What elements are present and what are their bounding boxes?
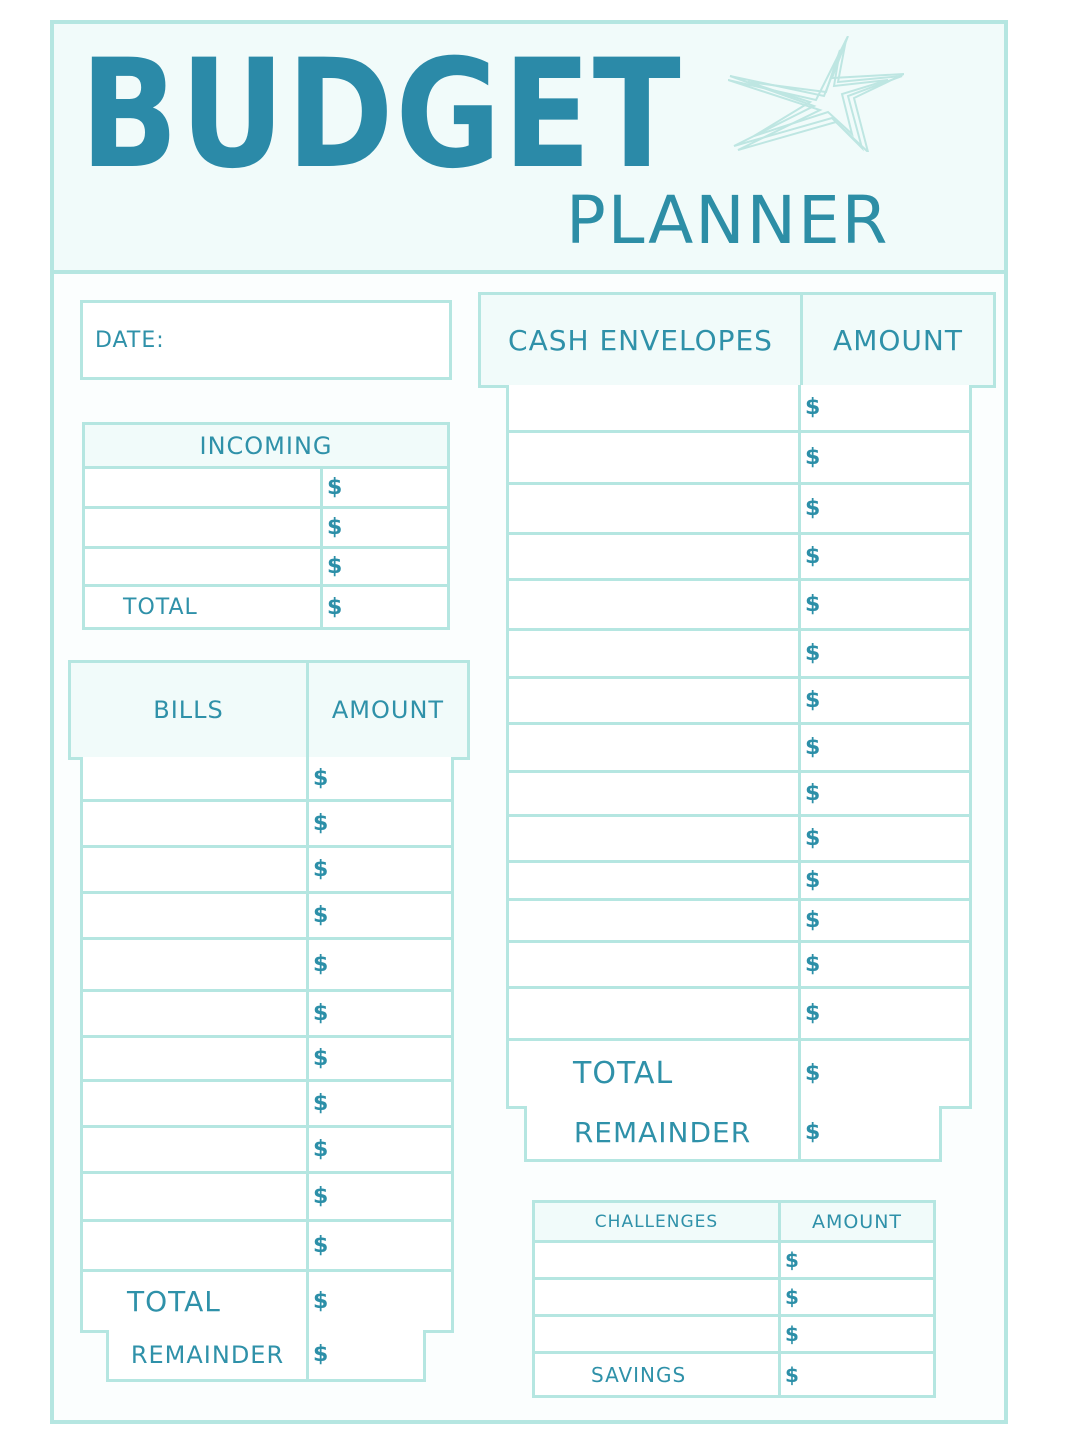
cash-envelopes-header	[478, 292, 996, 388]
dollar-sign: $	[805, 688, 821, 713]
date-label: DATE:	[95, 327, 165, 353]
table-row[interactable]	[83, 757, 451, 802]
incoming-total-label: TOTAL	[123, 594, 198, 620]
dollar-sign: $	[805, 908, 821, 933]
dollar-sign: $	[805, 781, 821, 806]
dollar-sign: $	[805, 641, 821, 666]
challenges-table	[532, 1200, 936, 1398]
dollar-sign: $	[313, 1288, 329, 1314]
dollar-sign: $	[327, 594, 343, 620]
dollar-sign: $	[313, 1184, 329, 1209]
dollar-sign: $	[313, 1137, 329, 1162]
incoming-header	[85, 425, 447, 469]
table-row[interactable]	[509, 989, 969, 1041]
dollar-sign: $	[785, 1322, 799, 1346]
dollar-sign: $	[805, 868, 821, 893]
dollar-sign: $	[805, 1120, 821, 1145]
bills-table	[80, 757, 454, 1333]
table-row[interactable]	[509, 863, 969, 901]
table-row[interactable]	[509, 679, 969, 725]
dollar-sign: $	[805, 952, 821, 977]
dollar-sign: $	[805, 1001, 821, 1026]
table-row[interactable]	[535, 1280, 933, 1317]
cash-envelopes-remainder-row[interactable]	[524, 1106, 942, 1162]
cash-envelopes-total-row[interactable]	[509, 1041, 969, 1106]
dollar-sign: $	[805, 395, 821, 420]
dollar-sign: $	[313, 1233, 329, 1258]
dollar-sign: $	[313, 952, 329, 977]
dollar-sign: $	[785, 1248, 799, 1272]
table-row[interactable]	[509, 535, 969, 581]
table-row[interactable]	[509, 581, 969, 631]
table-row[interactable]	[509, 725, 969, 773]
table-row[interactable]	[85, 549, 447, 587]
table-row[interactable]	[83, 940, 451, 992]
table-row[interactable]	[509, 943, 969, 989]
table-row[interactable]	[83, 1038, 451, 1082]
bills-remainder-label: REMAINDER	[130, 1340, 285, 1369]
table-row[interactable]	[509, 631, 969, 679]
dollar-sign: $	[313, 857, 329, 882]
dollar-sign: $	[805, 496, 821, 521]
bills-total-row[interactable]	[83, 1272, 451, 1330]
dollar-sign: $	[805, 592, 821, 617]
dollar-sign: $	[805, 826, 821, 851]
table-row[interactable]	[83, 1174, 451, 1222]
cash-envelopes-table	[506, 385, 972, 1109]
page-subtitle: PLANNER	[566, 182, 890, 259]
bills-amount-header: AMOUNT	[331, 696, 445, 724]
savings-row[interactable]	[535, 1354, 933, 1395]
cash-envelopes-header-label: CASH ENVELOPES	[508, 323, 773, 357]
bills-header	[68, 660, 470, 760]
dollar-sign: $	[313, 765, 329, 791]
bills-remainder-row[interactable]	[106, 1330, 426, 1382]
dollar-sign: $	[313, 1046, 329, 1071]
dollar-sign: $	[785, 1285, 799, 1309]
table-row[interactable]	[83, 1128, 451, 1174]
challenges-header-label: CHALLENGES	[594, 1211, 719, 1232]
table-row[interactable]	[509, 901, 969, 943]
table-row[interactable]	[83, 992, 451, 1038]
table-row[interactable]	[535, 1317, 933, 1354]
dollar-sign: $	[313, 811, 329, 836]
dollar-sign: $	[313, 1001, 329, 1026]
table-row[interactable]	[535, 1243, 933, 1280]
table-row[interactable]	[509, 385, 969, 433]
table-row[interactable]	[509, 773, 969, 817]
dollar-sign: $	[313, 1342, 329, 1367]
table-row[interactable]	[85, 469, 447, 509]
page-title: BUDGET	[80, 28, 683, 202]
savings-label: SAVINGS	[591, 1362, 687, 1387]
table-row[interactable]	[83, 802, 451, 848]
incoming-table	[82, 422, 450, 630]
table-row[interactable]	[83, 894, 451, 940]
table-row[interactable]	[509, 433, 969, 485]
table-row[interactable]	[83, 848, 451, 894]
dollar-sign: $	[327, 475, 343, 500]
challenges-amount-header: AMOUNT	[811, 1210, 903, 1233]
cash-envelopes-total-label: TOTAL	[573, 1056, 674, 1091]
dollar-sign: $	[805, 1061, 821, 1086]
incoming-total-row[interactable]	[85, 587, 447, 627]
dollar-sign: $	[313, 1091, 329, 1116]
dollar-sign: $	[313, 903, 329, 928]
challenges-header	[535, 1203, 933, 1243]
table-row[interactable]	[85, 509, 447, 549]
cash-envelopes-remainder-label: REMAINDER	[573, 1116, 752, 1149]
dollar-sign: $	[327, 515, 343, 540]
cash-envelopes-amount-header: AMOUNT	[833, 323, 963, 357]
bills-header-label: BILLS	[153, 696, 224, 724]
bills-total-label: TOTAL	[127, 1284, 221, 1318]
table-row[interactable]	[83, 1222, 451, 1272]
table-row[interactable]	[509, 817, 969, 863]
table-row[interactable]	[509, 485, 969, 535]
dollar-sign: $	[805, 735, 821, 760]
dollar-sign: $	[785, 1362, 799, 1387]
table-row[interactable]	[83, 1082, 451, 1128]
incoming-title: INCOMING	[199, 431, 333, 460]
dollar-sign: $	[805, 445, 821, 470]
star-outline-icon	[728, 36, 904, 152]
date-field[interactable]	[80, 300, 452, 380]
dollar-sign: $	[805, 544, 821, 569]
dollar-sign: $	[327, 554, 343, 579]
